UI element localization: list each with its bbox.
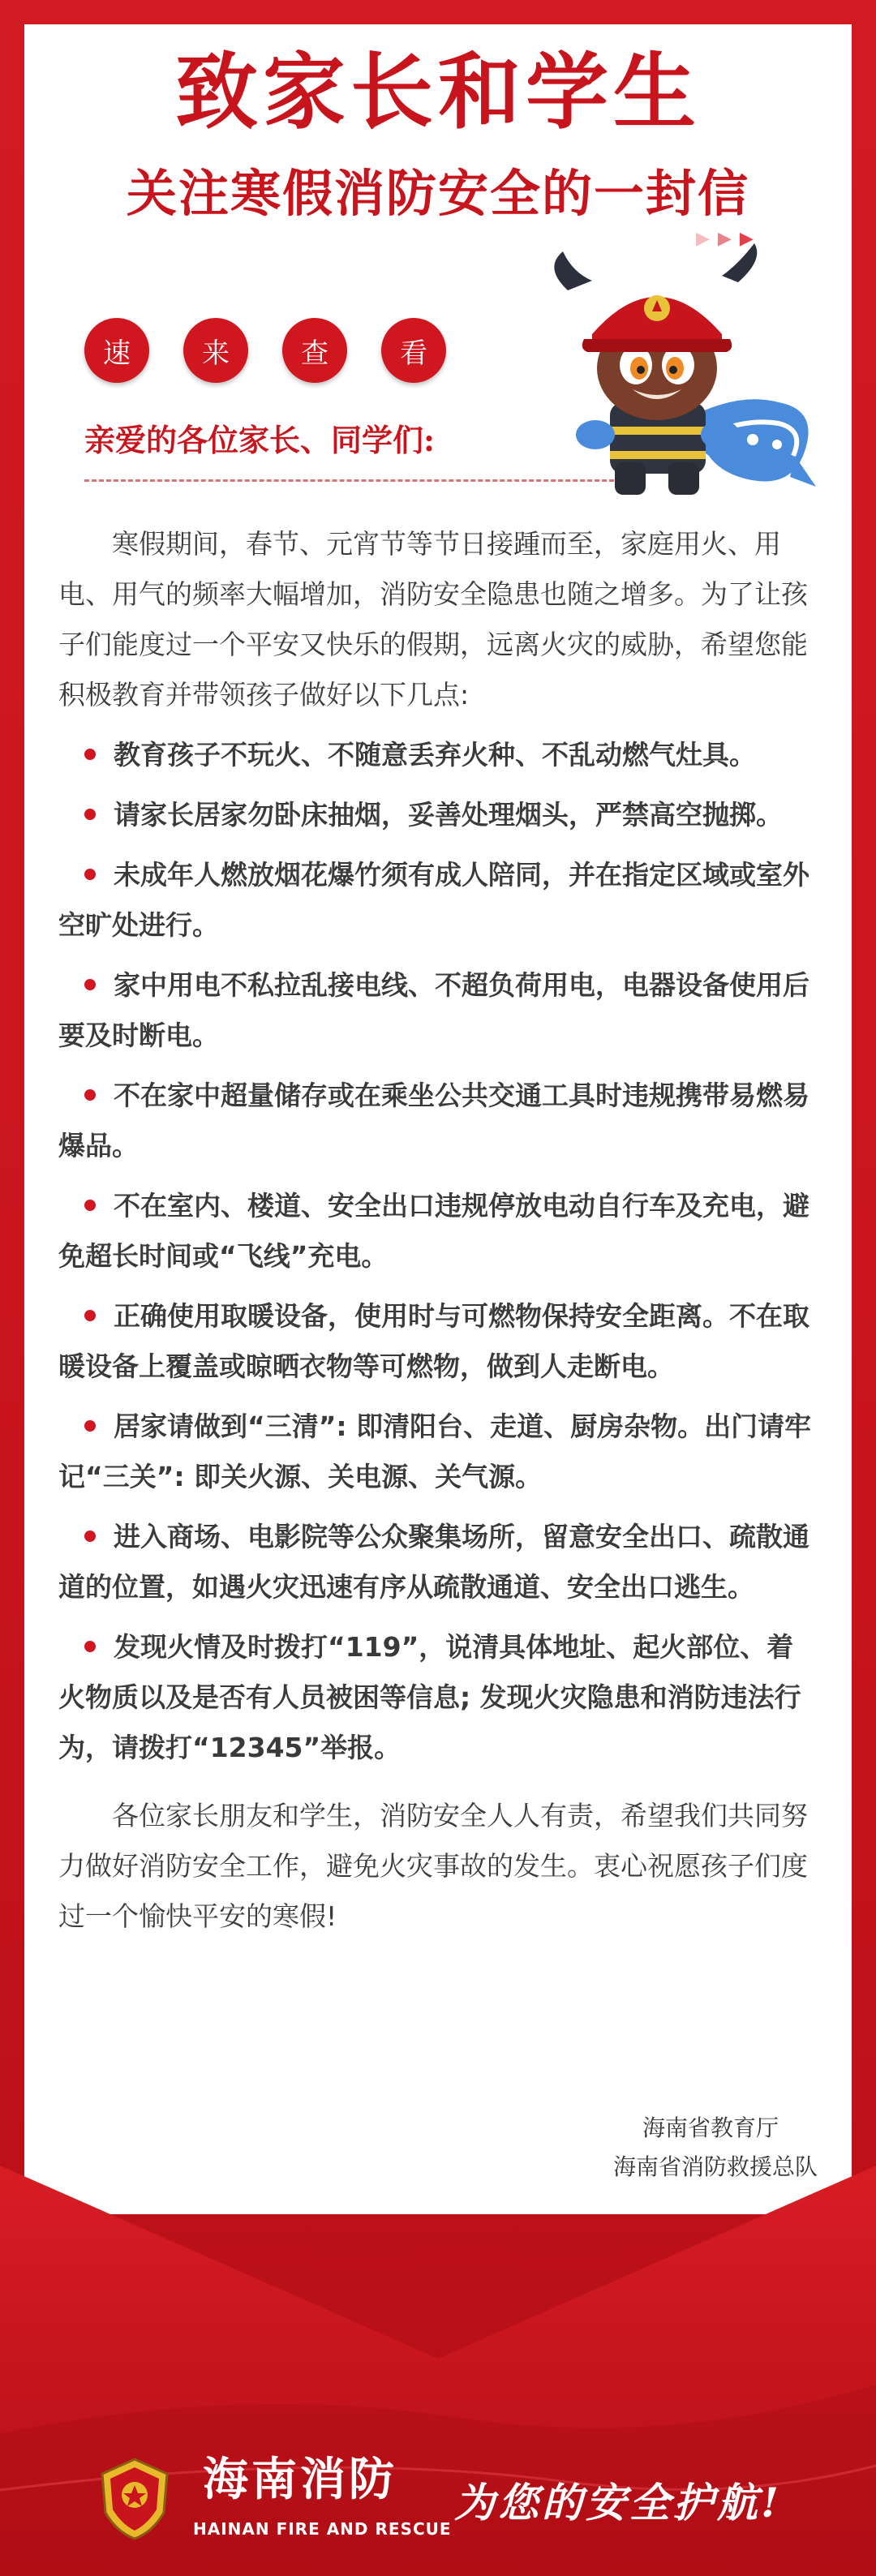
greeting: 亲爱的各位家长、同学们: [84,422,436,458]
signature-org-fire-rescue: 海南省消防救援总队 [612,2153,818,2180]
closing-paragraph: 各位家长朋友和学生，消防安全人人有责，希望我们共同努力做好消防安全工作，避免火灾事故的发生。衷心祝愿孩子们度过一个愉快平安的寒假! [58,1800,808,1932]
list-item-text: 正确使用取暖设备，使用时与可燃物保持安全距离。不在取暖设备上覆盖或晾晒衣物等可燃物，做到人走断电。 [58,1300,809,1382]
list-item [58,850,818,951]
brand-name-en: HAINAN FIRE AND RESCUE [193,2519,452,2539]
bullet-icon [84,1641,96,1652]
list-item-text: 不在家中超量储存或在乘坐公共交通工具时违规携带易燃易爆品。 [58,1080,809,1161]
tag-circle: 速 [84,318,149,383]
list-item [58,1512,818,1612]
bullet-icon [84,1531,96,1542]
list-item-text: 发现火情及时拨打“119”，说清具体地址、起火部位、着火物质以及是否有人员被困等信息; 发现火灾隐患和消防违法行为，请拨打“12345”举报。 [58,1631,801,1763]
bullet-icon [84,1200,96,1211]
list-item-text: 请家长居家勿卧床抽烟，妥善处理烟头，严禁高空抛掷。 [114,799,783,831]
list-item [58,1291,818,1392]
tag-circle: 查 [282,318,347,383]
list-item [58,1402,818,1502]
decorative-arrows-icon: ▶▶▶ [696,229,762,249]
bullet-icon [84,1310,96,1321]
page-subtitle: 关注寒假消防安全的一封信 [126,164,749,223]
list-item-text: 教育孩子不玩火、不随意丢弃火种、不乱动燃气灶具。 [114,739,756,771]
list-item [58,730,818,780]
bullet-icon [84,979,96,990]
list-item [58,960,818,1061]
fire-rescue-emblem-icon [96,2456,174,2542]
firefighter-mascot-icon [535,243,827,503]
bullet-icon [84,1089,96,1101]
letter-content [58,519,818,1942]
bullet-icon [84,749,96,760]
list-item [58,1181,818,1282]
brand-name-cn: 海南消防 [203,2454,397,2506]
bullet-icon [84,1420,96,1432]
list-item-text: 进入商场、电影院等公众聚集场所，留意安全出口、疏散通道的位置，如遇火灾迅速有序从疏散通道、安全出口逃生。 [58,1521,809,1603]
list-item-text: 家中用电不私拉乱接电线、不超负荷用电，电器设备使用后要及时断电。 [58,969,809,1051]
page-title: 致家长和学生 [175,44,701,141]
list-item-text: 未成年人燃放烟花爆竹须有成人陪同，并在指定区域或室外空旷处进行。 [58,859,809,941]
list-item-text: 居家请做到“三清”: 即清阳台、走道、厨房杂物。出门请牢记“三关”: 即关火源、关电源、关气源。 [58,1410,812,1492]
list-item [58,1622,818,1773]
list-item [58,1071,818,1171]
tag-circle: 看 [381,318,446,383]
list-item-text: 不在室内、楼道、安全出口违规停放电动自行车及充电，避免超长时间或“飞线”充电。 [58,1190,809,1272]
tag-circle: 来 [183,318,248,383]
list-item [58,790,818,840]
intro-paragraph: 寒假期间，春节、元宵节等节日接踵而至，家庭用火、用电、用气的频率大幅增加，消防安全隐患也随之增多。为了让孩子们能度过一个平安又快乐的假期，远离火灾的威胁，希望您能积极教育并带领孩子做好以下几点: [58,528,808,711]
bullet-icon [84,869,96,880]
tag-circles [84,318,446,383]
footer-slogan: 为您的安全护航! [454,2479,782,2527]
signature-org-education: 海南省教育厅 [642,2114,779,2141]
bullet-icon [84,809,96,820]
